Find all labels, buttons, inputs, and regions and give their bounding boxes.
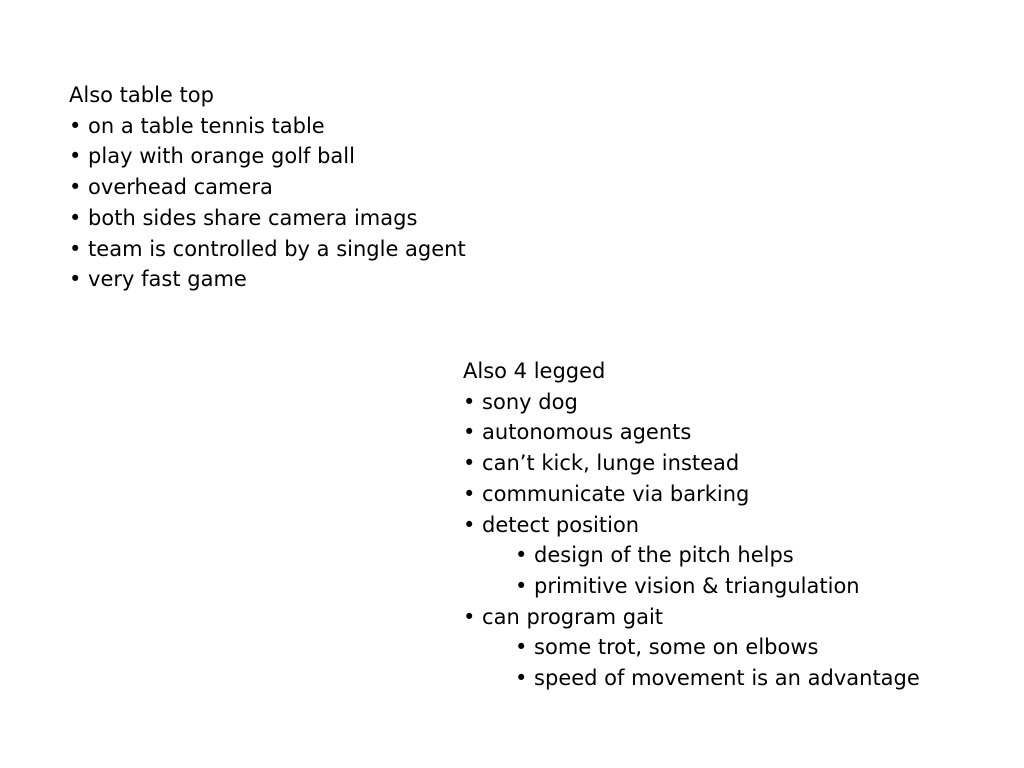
bullet-autonomous-agents: • autonomous agents [463, 420, 692, 445]
bullet-detect-position: • detect position [463, 512, 640, 537]
bullet-overhead-camera: • overhead camera [69, 175, 273, 200]
bullet-sony-dog: • sony dog [463, 389, 578, 414]
four-legged-section [463, 356, 920, 694]
bullet-lunge: • can’t kick, lunge instead [463, 451, 740, 476]
table-top-heading: Also table top [69, 83, 214, 107]
table-top-section [69, 80, 466, 295]
bullet-table-tennis: • on a table tennis table [69, 113, 325, 138]
bullet-golf-ball: • play with orange golf ball [69, 144, 355, 169]
sub-bullet-pitch-design: • design of the pitch helps [515, 543, 794, 568]
sub-bullet-vision-triangulation: • primitive vision & triangulation [515, 573, 860, 598]
bullet-fast-game: • very fast game [69, 267, 247, 292]
bullet-program-gait: • can program gait [463, 604, 664, 629]
sub-bullet-trot-elbows: • some trot, some on elbows [515, 635, 819, 660]
four-legged-heading: Also 4 legged [463, 359, 606, 383]
bullet-single-agent: • team is controlled by a single agent [69, 236, 466, 261]
sub-bullet-speed-advantage: • speed of movement is an advantage [515, 666, 920, 691]
bullet-barking: • communicate via barking [463, 481, 750, 506]
bullet-share-camera: • both sides share camera imags [69, 205, 418, 230]
